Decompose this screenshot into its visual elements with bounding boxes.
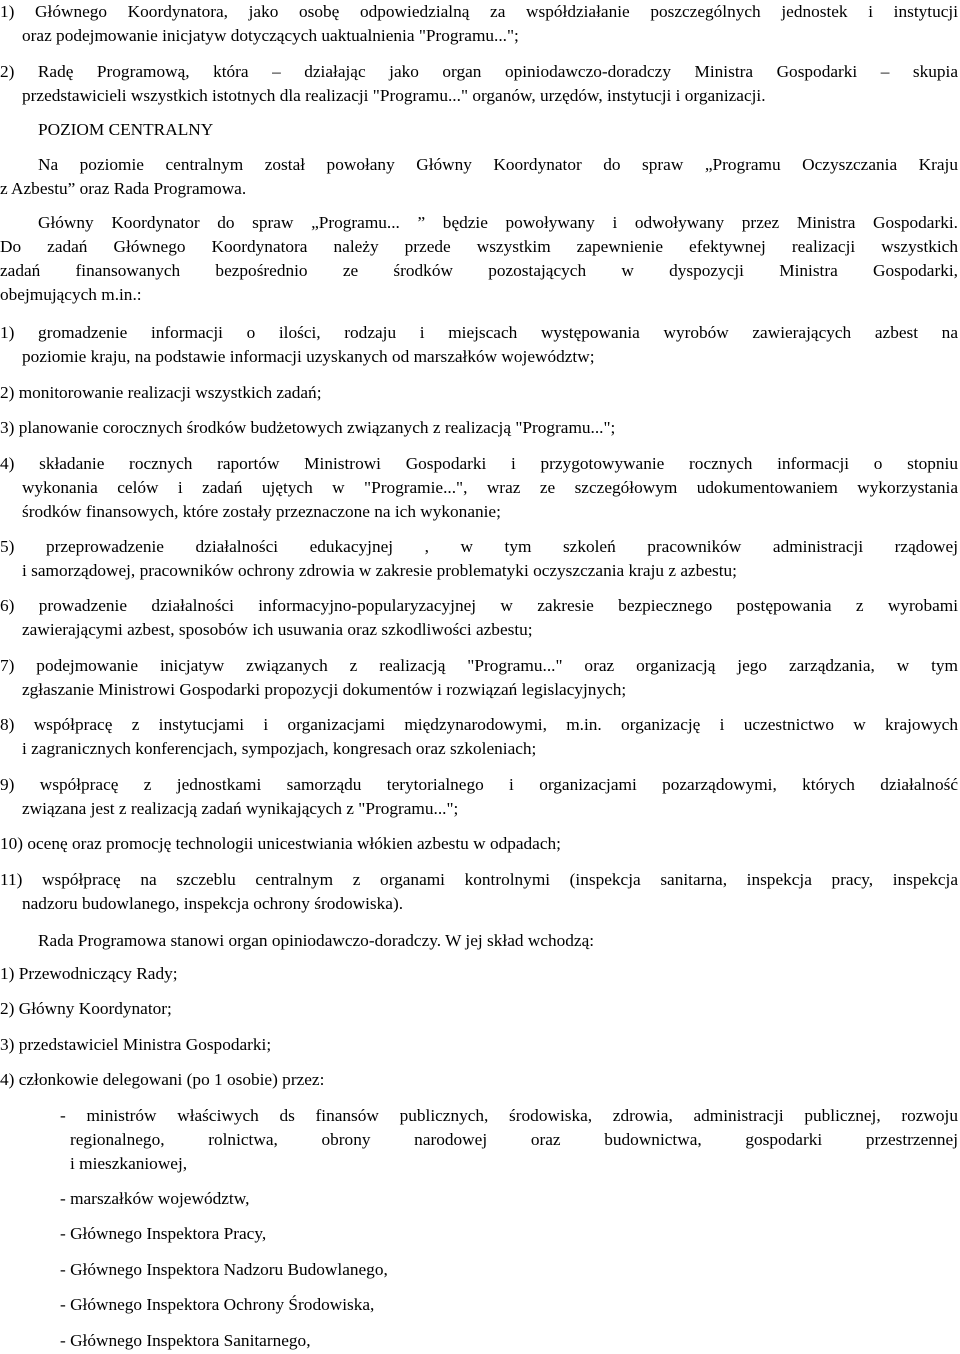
text-line: 1) Głównego Koordynatora, jako osobę odpowiedzialną za współdziałanie poszczególnych jednostek i instytucji [0, 2, 958, 21]
intro-item-1 [0, 0, 958, 48]
text-line: związana jest z realizacją zadań wynikających z "Programu..."; [22, 799, 459, 818]
section-heading-central: POZIOM CENTRALNY [38, 120, 214, 139]
text-line: nadzoru budowlanego, inspekcja ochrony środowiska). [22, 894, 404, 913]
text-line: - marszałków województw, [60, 1189, 250, 1208]
task-item-1 [0, 321, 958, 369]
task-item-4 [0, 452, 958, 524]
coordinator-paragraph [0, 211, 958, 307]
text-line: zawierającymi azbest, sposobów ich usuwania oraz szkodliwości azbestu; [22, 620, 533, 639]
text-line: wykonania celów i zadań ujętych w "Programie...", wraz ze szczegółowym udokumentowaniem wykorzystania [22, 478, 958, 497]
text-line: 9) współpracę z jednostkami samorządu terytorialnego i organizacjami pozarządowymi, których działalność [0, 775, 958, 794]
delegate-item-4 [60, 1258, 958, 1282]
text-line: regionalnego, rolnictwa, obrony narodowej oraz budownictwa, gospodarki przestrzennej [70, 1130, 958, 1149]
text-line: i mieszkaniowej, [70, 1154, 188, 1173]
text-line: 4) składanie rocznych raportów Ministrowi Gospodarki i przygotowywanie rocznych informacji o stopniu [0, 454, 958, 473]
text-line: 3) planowanie corocznych środków budżetowych związanych z realizacją "Programu..."; [0, 418, 616, 437]
task-item-2 [0, 381, 958, 405]
task-item-5 [0, 535, 958, 583]
council-member-3: 3) przedstawiciel Ministra Gospodarki; [0, 1035, 272, 1054]
delegate-item-2 [60, 1187, 958, 1211]
task-item-8 [0, 713, 958, 761]
text-line: 2) monitorowanie realizacji wszystkich zadań; [0, 383, 322, 402]
task-item-10 [0, 832, 958, 856]
intro-item-2 [0, 60, 958, 108]
text-line: środków finansowych, które zostały przeznaczone na ich wykonanie; [22, 502, 501, 521]
council-member-1: 1) Przewodniczący Rady; [0, 964, 178, 983]
text-line: - Głównego Inspektora Pracy, [60, 1224, 267, 1243]
text-line: przedstawicieli wszystkich istotnych dla realizacji "Programu..." organów, urzędów, instytucji i organizacji. [22, 86, 766, 105]
text-line: 2) Radę Programową, która – działając jako organ opiniodawczo-doradczy Ministra Gospodarki – skupia [0, 62, 958, 81]
text-line: 5) przeprowadzenie działalności edukacyjnej , w tym szkoleń pracowników administracji rządowej [0, 537, 958, 556]
text-line: 8) współpracę z instytucjami i organizacjami międzynarodowymi, m.in. organizację i uczestnictwo w krajowych [0, 715, 958, 734]
text-line: poziomie kraju, na podstawie informacji uzyskanych od marszałków województw; [22, 347, 595, 366]
council-member-2: 2) Główny Koordynator; [0, 999, 172, 1018]
central-paragraph [0, 153, 958, 201]
council-member-4: 4) członkowie delegowani (po 1 osobie) przez: [0, 1070, 325, 1089]
delegate-item-1 [60, 1104, 958, 1176]
text-line: 11) współpracę na szczeblu centralnym z organami kontrolnymi (inspekcja sanitarna, inspekcja pracy, inspekcja [0, 870, 958, 889]
text-line: Główny Koordynator do spraw „Programu... ” będzie powoływany i odwoływany przez Ministra Gospodarki. [38, 213, 958, 232]
task-item-6 [0, 594, 958, 642]
task-item-3 [0, 416, 958, 440]
text-line: Do zadań Głównego Koordynatora należy przede wszystkim zapewnienie efektywnej realizacji wszystkich [0, 237, 958, 256]
text-line: - Głównego Inspektora Nadzoru Budowlanego, [60, 1260, 388, 1279]
council-paragraph: Rada Programowa stanowi organ opiniodawczo-doradczy. W jej skład wchodzą: [38, 931, 595, 950]
text-line: 7) podejmowanie inicjatyw związanych z realizacją "Programu..." oraz organizacją jego zarządzania, w tym [0, 656, 958, 675]
text-line: i samorządowej, pracowników ochrony zdrowia w zakresie problematyki oczyszczania kraju z azbestu; [22, 561, 737, 580]
task-item-7 [0, 654, 958, 702]
text-line: obejmujących m.in.: [0, 285, 142, 304]
text-line: z Azbestu” oraz Rada Programowa. [0, 179, 247, 198]
text-line: 1) gromadzenie informacji o ilości, rodzaju i miejscach występowania wyrobów zawierających azbest na [0, 323, 958, 342]
text-line: oraz podejmowanie inicjatyw dotyczących uaktualnienia "Programu..."; [22, 26, 519, 45]
task-item-11 [0, 868, 958, 916]
text-line: i zagranicznych konferencjach, sympozjach, kongresach oraz szkoleniach; [22, 739, 537, 758]
text-line: Na poziomie centralnym został powołany Główny Koordynator do spraw „Programu Oczyszczania Kraju [38, 155, 958, 174]
text-line: zgłaszanie Ministrowi Gospodarki propozycji dokumentów i rozwiązań legislacyjnych; [22, 680, 627, 699]
text-line: - Głównego Inspektora Sanitarnego, [60, 1331, 311, 1350]
text-line: - ministrów właściwych ds finansów publicznych, środowiska, zdrowia, administracji publicznej, rozwoju [60, 1106, 958, 1125]
text-line: 10) ocenę oraz promocję technologii unicestwiania włókien azbestu w odpadach; [0, 834, 561, 853]
text-line: zadań finansowanych bezpośrednio ze środków pozostających w dyspozycji Ministra Gospodarki, [0, 261, 958, 280]
delegate-item-5 [60, 1293, 958, 1317]
text-line: - Głównego Inspektora Ochrony Środowiska, [60, 1295, 375, 1314]
delegate-item-6 [60, 1329, 958, 1353]
text-line: 6) prowadzenie działalności informacyjno-popularyzacyjnej w zakresie bezpiecznego postępowania z wyrobami [0, 596, 958, 615]
task-item-9 [0, 773, 958, 821]
delegate-item-3 [60, 1222, 958, 1246]
